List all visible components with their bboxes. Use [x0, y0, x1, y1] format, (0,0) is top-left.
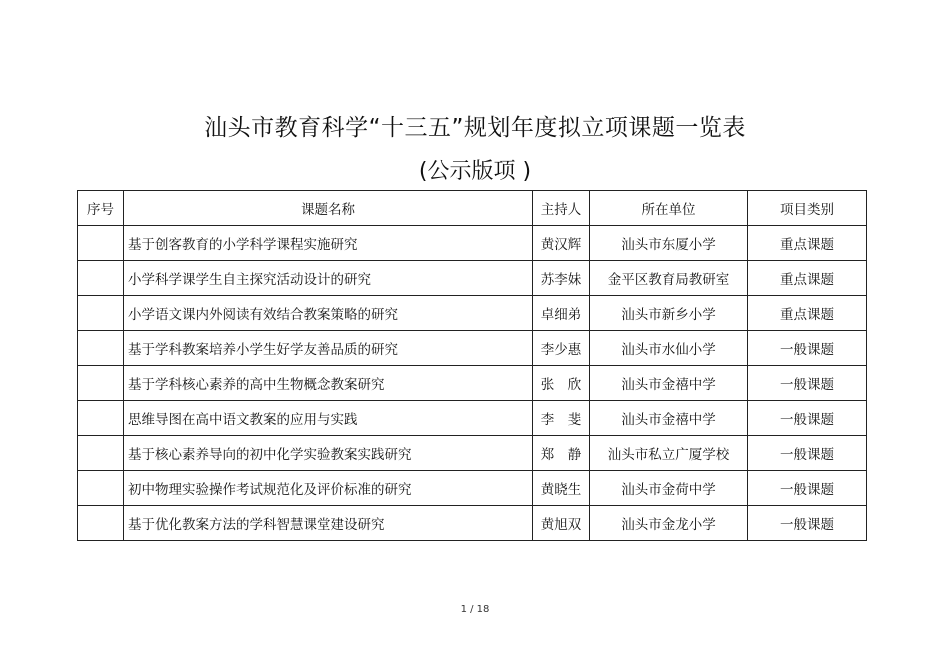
table-row [78, 471, 867, 506]
table-row [78, 296, 867, 331]
cell-host: 郑 静 [533, 436, 590, 471]
cell-category: 一般课题 [748, 331, 867, 366]
cell-unit: 汕头市东厦小学 [590, 226, 748, 261]
cell-unit: 汕头市私立广厦学校 [590, 436, 748, 471]
cell-no [78, 331, 124, 366]
cell-host: 黄旭双 [533, 506, 590, 541]
cell-title: 思维导图在高中语文教案的应用与实践 [124, 401, 533, 436]
cell-title: 小学科学课学生自主探究活动设计的研究 [124, 261, 533, 296]
table-row [78, 366, 867, 401]
cell-no [78, 436, 124, 471]
table-row [78, 261, 867, 296]
cell-no [78, 506, 124, 541]
cell-no [78, 261, 124, 296]
cell-host: 李少惠 [533, 331, 590, 366]
cell-host: 张 欣 [533, 366, 590, 401]
cell-title: 基于创客教育的小学科学课程实施研究 [124, 226, 533, 261]
cell-unit: 金平区教育局教研室 [590, 261, 748, 296]
page-indicator: 1 / 18 [460, 604, 490, 615]
cell-unit: 汕头市金荷中学 [590, 471, 748, 506]
project-table [77, 190, 867, 541]
cell-title: 初中物理实验操作考试规范化及评价标准的研究 [124, 471, 533, 506]
cell-category: 重点课题 [748, 296, 867, 331]
cell-category: 一般课题 [748, 436, 867, 471]
table-row [78, 506, 867, 541]
table-row [78, 331, 867, 366]
header-category: 项目类别 [748, 191, 867, 226]
cell-category: 重点课题 [748, 226, 867, 261]
cell-host: 黄汉辉 [533, 226, 590, 261]
header-title: 课题名称 [124, 191, 533, 226]
table-row [78, 436, 867, 471]
cell-category: 重点课题 [748, 261, 867, 296]
cell-unit: 汕头市金龙小学 [590, 506, 748, 541]
cell-unit: 汕头市新乡小学 [590, 296, 748, 331]
cell-unit: 汕头市水仙小学 [590, 331, 748, 366]
cell-title: 小学语文课内外阅读有效结合教案策略的研究 [124, 296, 533, 331]
table-header-row [78, 191, 867, 226]
cell-no [78, 471, 124, 506]
cell-no [78, 296, 124, 331]
cell-unit: 汕头市金禧中学 [590, 401, 748, 436]
cell-no [78, 366, 124, 401]
document-subtitle: (公示版项 ) [418, 159, 532, 184]
cell-no [78, 401, 124, 436]
header-unit: 所在单位 [590, 191, 748, 226]
cell-host: 卓细弟 [533, 296, 590, 331]
cell-category: 一般课题 [748, 506, 867, 541]
cell-unit: 汕头市金禧中学 [590, 366, 748, 401]
cell-title: 基于核心素养导向的初中化学实验教案实践研究 [124, 436, 533, 471]
cell-category: 一般课题 [748, 401, 867, 436]
cell-category: 一般课题 [748, 471, 867, 506]
table-row [78, 401, 867, 436]
cell-no [78, 226, 124, 261]
cell-title: 基于学科教案培养小学生好学友善品质的研究 [124, 331, 533, 366]
cell-category: 一般课题 [748, 366, 867, 401]
table-row [78, 226, 867, 261]
document-title: 汕头市教育科学“十三五”规划年度拟立项课题一览表 [204, 115, 746, 141]
header-host: 主持人 [533, 191, 590, 226]
cell-host: 黄晓生 [533, 471, 590, 506]
cell-title: 基于优化教案方法的学科智慧课堂建设研究 [124, 506, 533, 541]
cell-host: 李 斐 [533, 401, 590, 436]
header-no: 序号 [78, 191, 124, 226]
cell-title: 基于学科核心素养的高中生物概念教案研究 [124, 366, 533, 401]
cell-host: 苏李妹 [533, 261, 590, 296]
